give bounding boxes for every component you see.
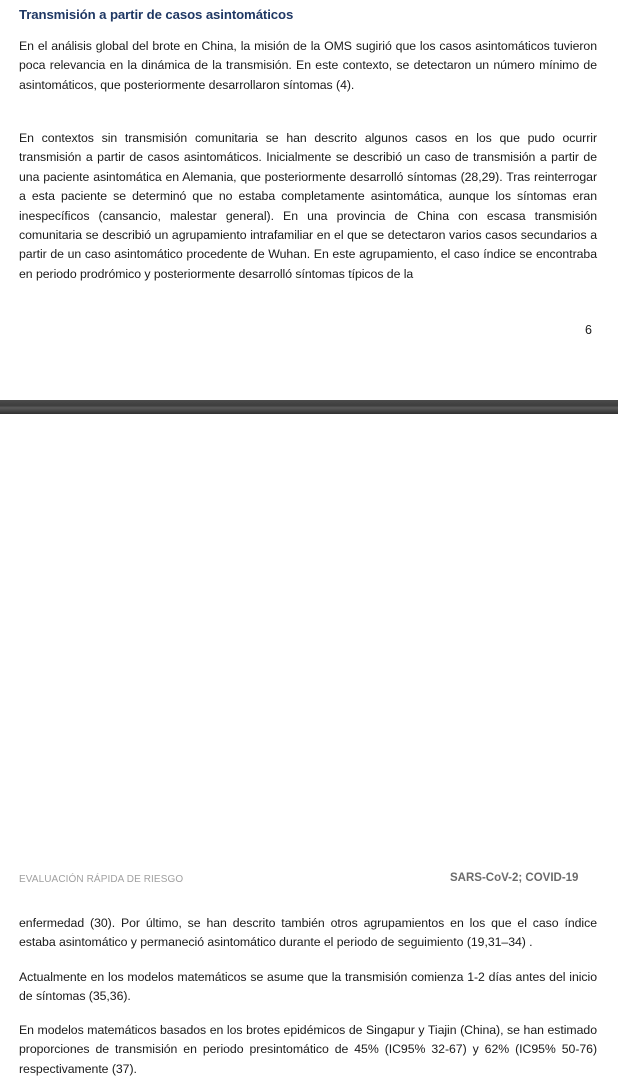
page-number: 6 (585, 323, 592, 337)
running-header-title: EVALUACIÓN RÁPIDA DE RIESGO (19, 874, 184, 885)
running-header-topic: SARS-CoV-2; COVID-19 (450, 872, 579, 884)
document-page-bottom (0, 414, 618, 1076)
paragraph-oms-mission: En el análisis global del brote en China, la misión de la OMS sugirió que los casos asintomáticos tuvieron poca relevancia en la dinámica de la transmisión. En este contexto, se detectaron un número mínimo de asintomáticos, que posteriormente desarrollaron síntomas (4). (19, 39, 597, 92)
paragraph-asymptomatic-clusters: enfermedad (30). Por último, se han descrito también otros agrupamientos en los que el caso índice estaba asintomático y permaneció asintomático durante el periodo de seguimiento (19,31–34) . (19, 916, 597, 950)
paragraph-community-transmission: En contextos sin transmisión comunitaria se han descrito algunos casos en los que pudo ocurrir transmisión a partir de casos asintomáticos. Inicialmente se describió un caso de transmisión a partir de una paciente asintomática en Alemania, que posteriormente desarrolló síntomas (28,29). Tras reinterrogar a esta paciente se determinó que no estaba completamente asintomática, aunque los síntomas eran inespecíficos (cansancio, malestar general). En una provincia de China con escasa transmisión comunitaria se describió un agrupamiento intrafamiliar en el que se detectaron varios casos secundarios a partir de un caso asintomático procedente de Wuhan. En este agrupamiento, el caso índice se encontraba en periodo prodrómico y posteriormente desarrolló síntomas típicos de la (19, 131, 597, 281)
document-page-top (0, 0, 618, 400)
section-heading: Transmisión a partir de casos asintomáticos (19, 7, 294, 22)
page-separator (0, 400, 618, 414)
paragraph-presymptomatic-estimates: En modelos matemáticos basados en los brotes epidémicos de Singapur y Tiajin (China), se han estimado proporciones de transmisión en periodo presintomático de 45% (IC95% 32-67) y 62% (IC95% 50-76) respectivamente (37). (19, 1023, 597, 1076)
paragraph-mathematical-models: Actualmente en los modelos matemáticos se asume que la transmisión comienza 1-2 días antes del inicio de síntomas (35,36). (19, 970, 597, 1004)
